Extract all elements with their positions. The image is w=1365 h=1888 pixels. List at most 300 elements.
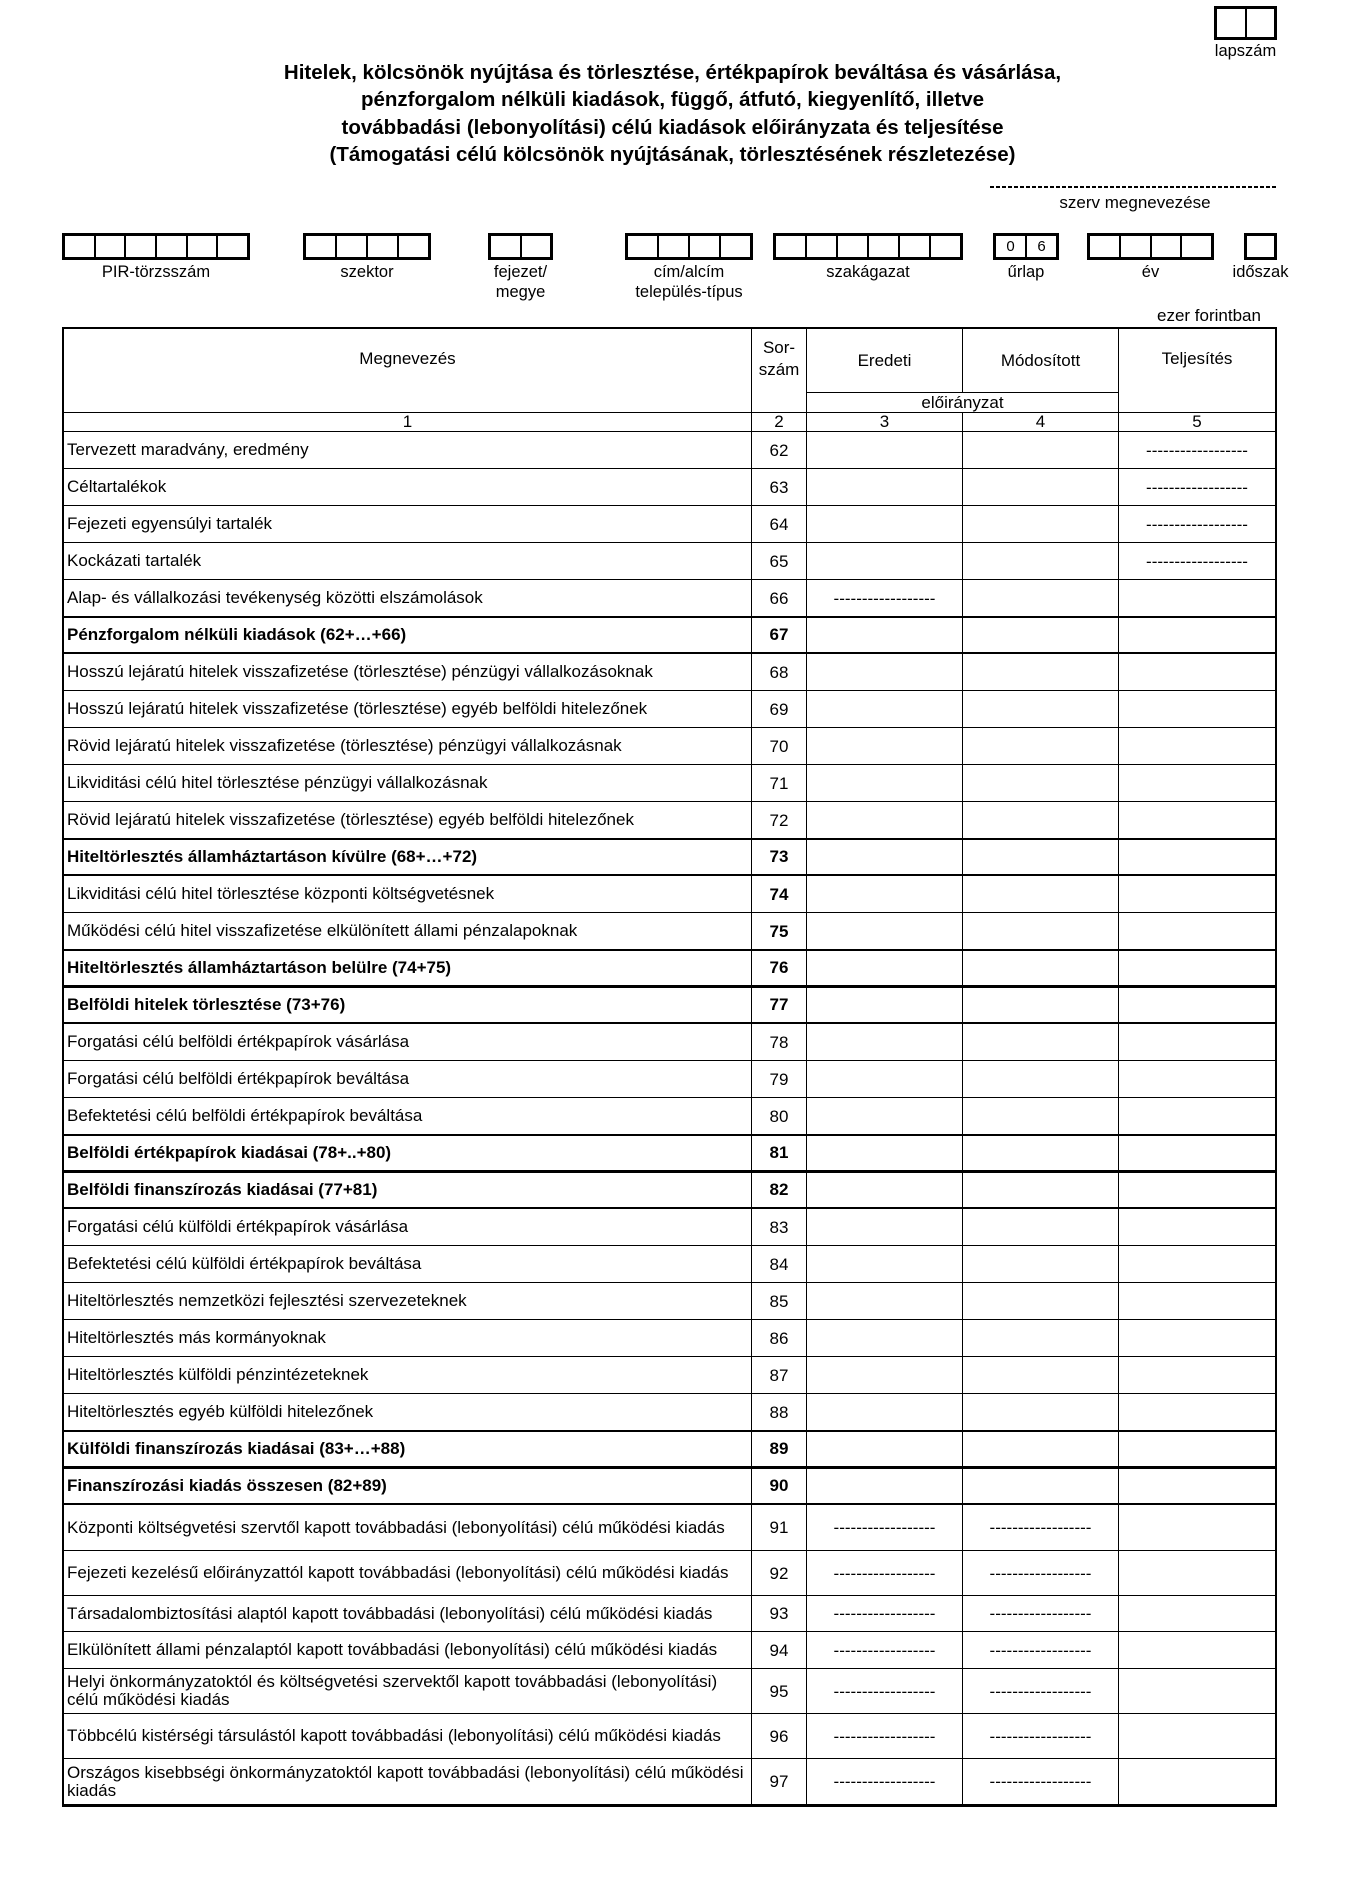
- cell-actual[interactable]: [1119, 1098, 1275, 1135]
- code-field-period: [1232, 233, 1289, 281]
- code-label: [1233, 262, 1289, 282]
- row-number: 74: [752, 876, 807, 913]
- code-box[interactable]: 0: [996, 236, 1027, 257]
- row-number: 93: [752, 1596, 807, 1632]
- code-box[interactable]: [807, 236, 838, 257]
- cell-modified[interactable]: [963, 987, 1119, 1024]
- cell-actual[interactable]: [1119, 691, 1275, 728]
- code-label-line: szakágazat: [826, 263, 910, 281]
- code-boxes: [1087, 233, 1214, 260]
- row-number: 90: [752, 1468, 807, 1505]
- cell-modified[interactable]: [963, 543, 1119, 580]
- table-row: [64, 1320, 1275, 1357]
- row-number: 66: [752, 580, 807, 617]
- code-box[interactable]: 6: [1037, 238, 1046, 255]
- cell-original: ------------------: [807, 1551, 963, 1596]
- cell-original[interactable]: [807, 1394, 963, 1431]
- code-field-industry: [773, 233, 963, 281]
- cell-original[interactable]: [807, 1024, 963, 1061]
- cell-original[interactable]: [807, 1246, 963, 1283]
- cell-modified[interactable]: [963, 913, 1119, 950]
- cell-modified[interactable]: [963, 1357, 1119, 1394]
- cell-modified[interactable]: [963, 950, 1119, 987]
- column-number: 2: [752, 413, 807, 432]
- code-label-line: év: [1141, 263, 1160, 281]
- sheet-number-box[interactable]: [1217, 9, 1247, 37]
- cell-modified: ------------------: [963, 1551, 1119, 1596]
- table-row: [64, 987, 1275, 1024]
- cell-actual: ------------------: [1119, 506, 1275, 543]
- header-serial-line: Sor-: [762, 338, 796, 357]
- code-box[interactable]: [96, 236, 127, 257]
- row-number: 71: [752, 765, 807, 802]
- row-label: Társadalombiztosítási alaptól kapott továbbadási (lebonyolítási) célú működési kiadás: [64, 1596, 752, 1632]
- cell-original: ------------------: [807, 1596, 963, 1632]
- code-boxes: [625, 233, 753, 260]
- code-box[interactable]: [1182, 236, 1211, 257]
- appropriation-table: [62, 327, 1277, 1807]
- row-label: Országos kisebbségi önkormányzatoktól kapott továbbadási (lebonyolítási) célú működési kiadás: [64, 1759, 752, 1805]
- table-row: [64, 1357, 1275, 1394]
- row-number: 72: [752, 802, 807, 839]
- header-serial-line: szám: [758, 360, 800, 379]
- cell-modified: ------------------: [963, 1632, 1119, 1669]
- unit-label: ezer forintban: [1157, 306, 1261, 325]
- cell-actual[interactable]: [1119, 1394, 1275, 1431]
- table-row: [64, 1468, 1275, 1505]
- sheet-number-boxes: [1214, 6, 1277, 40]
- row-label: Befektetési célú belföldi értékpapírok beváltása: [64, 1098, 752, 1135]
- row-label: Belföldi finanszírozás kiadásai (77+81): [64, 1172, 752, 1209]
- code-field-form: [993, 233, 1059, 281]
- code-label: [1008, 262, 1045, 282]
- code-box[interactable]: [399, 236, 428, 257]
- code-boxes: [1244, 233, 1277, 260]
- code-box[interactable]: [491, 236, 522, 257]
- table-row: [64, 1596, 1275, 1632]
- header-appropriation: előirányzat: [807, 393, 1119, 413]
- row-label: Működési célú hitel visszafizetése elkülönített állami pénzalapoknak: [64, 913, 752, 950]
- cell-actual[interactable]: [1119, 1596, 1275, 1632]
- row-number: 81: [752, 1135, 807, 1172]
- row-label: Fejezeti egyensúlyi tartalék: [64, 506, 752, 543]
- cell-modified[interactable]: [963, 1061, 1119, 1098]
- row-number: 68: [752, 654, 807, 691]
- cell-original[interactable]: [807, 913, 963, 950]
- cell-actual: ------------------: [1119, 469, 1275, 506]
- code-label-line: fejezet/: [493, 263, 548, 281]
- cell-actual[interactable]: [1119, 1283, 1275, 1320]
- cell-modified[interactable]: [963, 1431, 1119, 1468]
- cell-original[interactable]: [807, 506, 963, 543]
- table-row: [64, 876, 1275, 913]
- row-label: Tervezett maradvány, eredmény: [64, 432, 752, 469]
- code-box[interactable]: [628, 236, 659, 257]
- cell-modified[interactable]: [963, 1320, 1119, 1357]
- cell-modified[interactable]: [963, 580, 1119, 617]
- code-label-line: űrlap: [1007, 263, 1045, 281]
- cell-original[interactable]: [807, 1098, 963, 1135]
- code-label-line: PIR-törzsszám: [101, 263, 211, 281]
- row-label: Befektetési célú külföldi értékpapírok beváltása: [64, 1246, 752, 1283]
- row-number: 80: [752, 1098, 807, 1135]
- cell-modified[interactable]: [963, 1024, 1119, 1061]
- column-number-row: [64, 413, 1275, 432]
- table-row: [64, 1098, 1275, 1135]
- row-number: 67: [752, 617, 807, 654]
- cell-original[interactable]: [807, 1431, 963, 1468]
- cell-original[interactable]: [807, 1172, 963, 1209]
- table-row: [64, 950, 1275, 987]
- row-label: Céltartalékok: [64, 469, 752, 506]
- code-field-year: [1087, 233, 1214, 281]
- cell-actual[interactable]: [1119, 802, 1275, 839]
- code-box[interactable]: [1247, 236, 1274, 257]
- cell-modified[interactable]: [963, 1172, 1119, 1209]
- row-number: 82: [752, 1172, 807, 1209]
- form-title-line: továbbadási (lebonyolítási) célú kiadások előirányzata és teljesítése: [341, 115, 1004, 139]
- row-label: Hiteltörlesztés nemzetközi fejlesztési szervezeteknek: [64, 1283, 752, 1320]
- cell-actual[interactable]: [1119, 580, 1275, 617]
- row-number: 75: [752, 913, 807, 950]
- cell-actual[interactable]: [1119, 987, 1275, 1024]
- row-label: Likviditási célú hitel törlesztése központi költségvetésnek: [64, 876, 752, 913]
- table-row: [64, 802, 1275, 839]
- row-label: Forgatási célú külföldi értékpapírok vásárlása: [64, 1209, 752, 1246]
- cell-original[interactable]: [807, 617, 963, 654]
- row-number: 92: [752, 1551, 807, 1596]
- cell-modified[interactable]: [963, 1246, 1119, 1283]
- code-label-line: település-típus: [635, 283, 743, 301]
- cell-actual[interactable]: [1119, 1209, 1275, 1246]
- code-box[interactable]: [838, 236, 869, 257]
- cell-actual[interactable]: [1119, 1632, 1275, 1669]
- cell-original[interactable]: [807, 765, 963, 802]
- row-label: Hiteltörlesztés külföldi pénzintézeteknek: [64, 1357, 752, 1394]
- code-box[interactable]: [690, 236, 721, 257]
- cell-modified[interactable]: [963, 802, 1119, 839]
- row-number: 83: [752, 1209, 807, 1246]
- cell-modified[interactable]: [963, 691, 1119, 728]
- code-boxes: [993, 233, 1059, 260]
- cell-modified[interactable]: [963, 876, 1119, 913]
- cell-actual[interactable]: [1119, 839, 1275, 876]
- cell-actual[interactable]: [1119, 1246, 1275, 1283]
- table-row: [64, 432, 1275, 469]
- cell-original[interactable]: [807, 432, 963, 469]
- cell-original[interactable]: [807, 1320, 963, 1357]
- table-row: [64, 617, 1275, 654]
- cell-modified[interactable]: [963, 654, 1119, 691]
- cell-original[interactable]: [807, 543, 963, 580]
- cell-original: ------------------: [807, 1505, 963, 1551]
- table-row: [64, 1759, 1275, 1805]
- row-label: Alap- és vállalkozási tevékenység közötti elszámolások: [64, 580, 752, 617]
- cell-original[interactable]: [807, 654, 963, 691]
- cell-modified: ------------------: [963, 1714, 1119, 1759]
- row-label: Központi költségvetési szervtől kapott továbbadási (lebonyolítási) célú működési kiadás: [64, 1505, 752, 1551]
- code-box[interactable]: [65, 236, 96, 257]
- cell-modified: ------------------: [963, 1759, 1119, 1805]
- code-box[interactable]: [337, 236, 368, 257]
- row-number: 87: [752, 1357, 807, 1394]
- table-row: [64, 728, 1275, 765]
- row-number: 88: [752, 1394, 807, 1431]
- row-number: 77: [752, 987, 807, 1024]
- row-number: 73: [752, 839, 807, 876]
- cell-modified[interactable]: [963, 1135, 1119, 1172]
- code-label-line: cím/alcím: [653, 263, 725, 281]
- code-box[interactable]: [1121, 236, 1152, 257]
- row-label: Rövid lejáratú hitelek visszafizetése (törlesztése) pénzügyi vállalkozásnak: [64, 728, 752, 765]
- table-row: [64, 913, 1275, 950]
- cell-actual[interactable]: [1119, 1024, 1275, 1061]
- row-number: 96: [752, 1714, 807, 1759]
- cell-actual[interactable]: [1119, 1468, 1275, 1505]
- column-number: 1: [64, 413, 752, 432]
- row-number: 64: [752, 506, 807, 543]
- cell-original[interactable]: [807, 469, 963, 506]
- code-box[interactable]: [126, 236, 157, 257]
- row-label: Finanszírozási kiadás összesen (82+89): [64, 1468, 752, 1505]
- code-label: [494, 262, 547, 302]
- row-label: Forgatási célú belföldi értékpapírok beváltása: [64, 1061, 752, 1098]
- code-box[interactable]: [522, 236, 551, 257]
- row-number: 65: [752, 543, 807, 580]
- row-number: 63: [752, 469, 807, 506]
- table-row: [64, 765, 1275, 802]
- organization-name-field[interactable]: [990, 186, 1277, 188]
- row-label: Belföldi hitelek törlesztése (73+76): [64, 987, 752, 1024]
- row-label: Hiteltörlesztés államháztartáson belülre (74+75): [64, 950, 752, 987]
- form-title-line: (Támogatási célú kölcsönök nyújtásának, törlesztésének részletezése): [329, 143, 1016, 167]
- table-row: [64, 691, 1275, 728]
- code-box[interactable]: [1152, 236, 1183, 257]
- cell-original[interactable]: [807, 1468, 963, 1505]
- table-row: [64, 1394, 1275, 1431]
- row-number: 84: [752, 1246, 807, 1283]
- sheet-number-label: lapszám: [1214, 42, 1277, 60]
- row-label: Elkülönített állami pénzalaptól kapott továbbadási (lebonyolítási) célú működési kiadás: [64, 1632, 752, 1669]
- form-title-line: pénzforgalom nélküli kiadások, függő, átfutó, kiegyenlítő, illetve: [360, 88, 985, 112]
- code-boxes: [303, 233, 431, 260]
- code-label-line: megye: [495, 283, 546, 301]
- row-label: Külföldi finanszírozás kiadásai (83+…+88): [64, 1431, 752, 1468]
- cell-original: ------------------: [807, 1759, 963, 1805]
- cell-actual[interactable]: [1119, 1320, 1275, 1357]
- cell-original: ------------------: [807, 580, 963, 617]
- code-boxes: [488, 233, 553, 260]
- code-label-line: szektor: [340, 263, 394, 281]
- cell-modified[interactable]: [963, 617, 1119, 654]
- cell-actual[interactable]: [1119, 950, 1275, 987]
- organization-name-label: szerv megnevezése: [1059, 193, 1211, 212]
- cell-actual[interactable]: [1119, 1505, 1275, 1551]
- table-row: [64, 1209, 1275, 1246]
- table-header: [64, 329, 1275, 413]
- row-label: Rövid lejáratú hitelek visszafizetése (törlesztése) egyéb belföldi hitelezőnek: [64, 802, 752, 839]
- cell-actual[interactable]: [1119, 765, 1275, 802]
- sheet-number-box[interactable]: [1247, 9, 1275, 37]
- code-label: [102, 262, 210, 282]
- cell-modified: ------------------: [963, 1669, 1119, 1714]
- table-row: [64, 839, 1275, 876]
- row-label: Pénzforgalom nélküli kiadások (62+…+66): [64, 617, 752, 654]
- row-number: 70: [752, 728, 807, 765]
- cell-actual[interactable]: [1119, 728, 1275, 765]
- cell-modified[interactable]: [963, 1468, 1119, 1505]
- cell-actual[interactable]: [1119, 1357, 1275, 1394]
- row-number: 62: [752, 432, 807, 469]
- cell-modified[interactable]: [963, 432, 1119, 469]
- row-number: 69: [752, 691, 807, 728]
- cell-actual[interactable]: [1119, 1135, 1275, 1172]
- row-number: 89: [752, 1431, 807, 1468]
- cell-actual[interactable]: [1119, 1061, 1275, 1098]
- cell-actual[interactable]: [1119, 913, 1275, 950]
- code-box[interactable]: [157, 236, 188, 257]
- row-label: Hiteltörlesztés egyéb külföldi hitelezőnek: [64, 1394, 752, 1431]
- cell-modified[interactable]: [963, 1209, 1119, 1246]
- code-field-sector: [303, 233, 431, 281]
- code-box[interactable]: [218, 236, 247, 257]
- cell-actual[interactable]: [1119, 1759, 1275, 1805]
- cell-modified: ------------------: [963, 1505, 1119, 1551]
- code-box[interactable]: [659, 236, 690, 257]
- cell-actual[interactable]: [1119, 1551, 1275, 1596]
- cell-original[interactable]: [807, 1135, 963, 1172]
- cell-original: ------------------: [807, 1669, 963, 1714]
- cell-modified[interactable]: [963, 1394, 1119, 1431]
- row-label: Hiteltörlesztés államháztartáson kívülre (68+…+72): [64, 839, 752, 876]
- row-number: 78: [752, 1024, 807, 1061]
- cell-actual[interactable]: [1119, 1172, 1275, 1209]
- code-box[interactable]: [931, 236, 960, 257]
- table-row: [64, 1135, 1275, 1172]
- row-label: Többcélú kistérségi társulástól kapott továbbadási (lebonyolítási) célú működési kiadás: [64, 1714, 752, 1759]
- header-original: Eredeti: [807, 329, 963, 393]
- table-row: [64, 1061, 1275, 1098]
- cell-modified[interactable]: [963, 506, 1119, 543]
- column-number: 5: [1119, 413, 1275, 432]
- code-field-chapter-county: [488, 233, 553, 301]
- code-label: [1142, 262, 1159, 282]
- cell-original[interactable]: [807, 1061, 963, 1098]
- cell-original[interactable]: [807, 987, 963, 1024]
- table-row: [64, 506, 1275, 543]
- code-box[interactable]: [869, 236, 900, 257]
- row-label: Hosszú lejáratú hitelek visszafizetése (törlesztése) pénzügyi vállalkozásoknak: [64, 654, 752, 691]
- table-row: [64, 1172, 1275, 1209]
- row-number: 91: [752, 1505, 807, 1551]
- row-number: 76: [752, 950, 807, 987]
- row-label: Helyi önkormányzatoktól és költségvetési szervektől kapott továbbadási (lebonyolítási) célú működési kiadás: [64, 1669, 752, 1714]
- cell-modified[interactable]: [963, 765, 1119, 802]
- row-number: 94: [752, 1632, 807, 1669]
- code-label-line: időszak: [1232, 263, 1289, 281]
- row-label: Fejezeti kezelésű előirányzattól kapott továbbadási (lebonyolítási) célú működési kiadás: [64, 1551, 752, 1596]
- column-number: 4: [963, 413, 1119, 432]
- cell-original[interactable]: [807, 1357, 963, 1394]
- cell-modified[interactable]: [963, 728, 1119, 765]
- cell-actual[interactable]: [1119, 1431, 1275, 1468]
- code-box[interactable]: [900, 236, 931, 257]
- cell-original[interactable]: [807, 802, 963, 839]
- cell-original[interactable]: [807, 691, 963, 728]
- row-label: Kockázati tartalék: [64, 543, 752, 580]
- cell-modified: ------------------: [963, 1596, 1119, 1632]
- cell-modified[interactable]: [963, 839, 1119, 876]
- row-label: Hiteltörlesztés más kormányoknak: [64, 1320, 752, 1357]
- table-row: [64, 543, 1275, 580]
- cell-actual[interactable]: [1119, 654, 1275, 691]
- row-number: 86: [752, 1320, 807, 1357]
- table-row: [64, 1632, 1275, 1669]
- header-serial: [752, 329, 807, 413]
- cell-original[interactable]: [807, 839, 963, 876]
- cell-actual[interactable]: [1119, 876, 1275, 913]
- row-label: Hosszú lejáratú hitelek visszafizetése (törlesztése) egyéb belföldi hitelezőnek: [64, 691, 752, 728]
- row-label: Likviditási célú hitel törlesztése pénzügyi vállalkozásnak: [64, 765, 752, 802]
- table-row: [64, 1551, 1275, 1596]
- header-actual: Teljesítés: [1119, 329, 1275, 413]
- cell-original[interactable]: [807, 1283, 963, 1320]
- code-boxes: [62, 233, 250, 260]
- table-row: [64, 1246, 1275, 1283]
- code-box[interactable]: [188, 236, 219, 257]
- form-title: [0, 59, 1345, 169]
- row-label: Belföldi értékpapírok kiadásai (78+..+80): [64, 1135, 752, 1172]
- table-row: [64, 1283, 1275, 1320]
- cell-actual[interactable]: [1119, 1714, 1275, 1759]
- row-number: 97: [752, 1759, 807, 1805]
- code-box[interactable]: [306, 236, 337, 257]
- cell-modified[interactable]: [963, 1098, 1119, 1135]
- cell-modified[interactable]: [963, 1283, 1119, 1320]
- cell-actual[interactable]: [1119, 1669, 1275, 1714]
- cell-original[interactable]: [807, 1209, 963, 1246]
- header-modified: Módosított: [963, 329, 1119, 393]
- cell-modified[interactable]: [963, 469, 1119, 506]
- cell-actual: ------------------: [1119, 543, 1275, 580]
- table-row: [64, 1024, 1275, 1061]
- row-number: 79: [752, 1061, 807, 1098]
- table-row: [64, 1505, 1275, 1551]
- header-name: Megnevezés: [64, 329, 752, 413]
- table-row: [64, 469, 1275, 506]
- row-number: 85: [752, 1283, 807, 1320]
- cell-original: ------------------: [807, 1714, 963, 1759]
- code-box[interactable]: [368, 236, 399, 257]
- form-title-line: Hitelek, kölcsönök nyújtása és törlesztése, értékpapírok beváltása és vásárlása,: [283, 61, 1062, 84]
- table-row: [64, 1714, 1275, 1759]
- cell-original[interactable]: [807, 728, 963, 765]
- row-number: 95: [752, 1669, 807, 1714]
- code-field-pir-number: [62, 233, 250, 281]
- cell-original: ------------------: [807, 1632, 963, 1669]
- table-row: [64, 1431, 1275, 1468]
- code-box[interactable]: [776, 236, 807, 257]
- cell-original[interactable]: [807, 876, 963, 913]
- cell-original[interactable]: [807, 950, 963, 987]
- row-label: Forgatási célú belföldi értékpapírok vásárlása: [64, 1024, 752, 1061]
- code-box[interactable]: [721, 236, 750, 257]
- sheet-number-field: [1214, 6, 1277, 60]
- table-body: [64, 432, 1275, 1805]
- cell-actual[interactable]: [1119, 617, 1275, 654]
- code-box[interactable]: [1090, 236, 1121, 257]
- table-row: [64, 654, 1275, 691]
